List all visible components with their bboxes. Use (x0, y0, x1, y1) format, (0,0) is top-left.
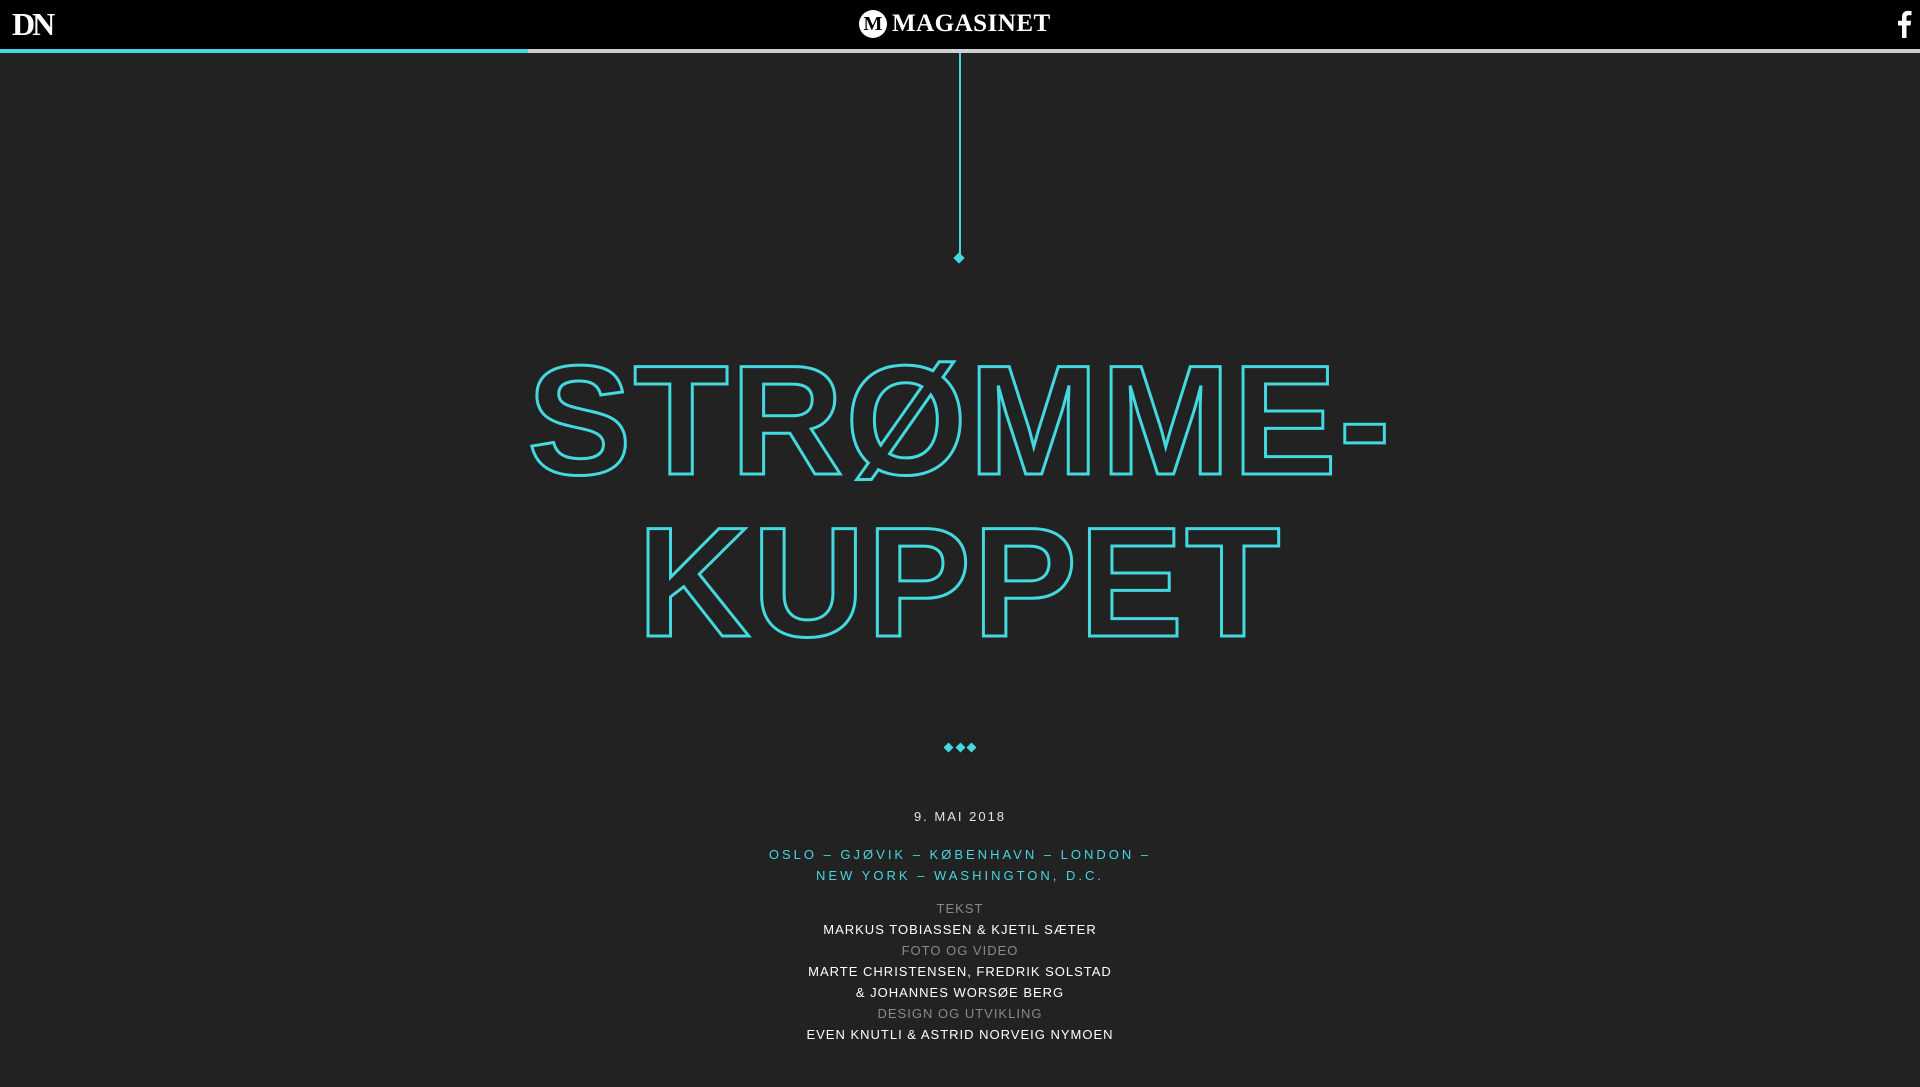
diamond-icon (967, 742, 977, 752)
credit-role-photo: FOTO OG VIDEO (901, 943, 1019, 958)
credit-name-photo-1: MARTE CHRISTENSEN, FREDRIK SOLSTAD (808, 964, 1112, 979)
magasinet-badge-icon: M (859, 10, 887, 38)
credit-name-design: EVEN KNUTLI & ASTRID NORVEIG NYMOEN (806, 1027, 1114, 1042)
magasinet-logo[interactable] (859, 8, 1051, 40)
dn-logo[interactable]: DN (12, 6, 53, 42)
credits (0, 898, 1920, 1045)
diamond-divider (945, 741, 975, 753)
facebook-icon[interactable] (1896, 10, 1912, 38)
reading-progress-fill (0, 49, 528, 53)
magasinet-wordmark: MAGASINET (892, 10, 1051, 37)
credit-name-text: MARKUS TOBIASSEN & KJETIL SÆTER (823, 922, 1097, 937)
title-line-1: STRØMME- (527, 334, 1393, 508)
hanging-line (959, 53, 961, 255)
top-bar (0, 0, 1920, 49)
locations (0, 844, 1920, 886)
credit-name-photo-2: & JOHANNES WORSØE BERG (855, 985, 1065, 1000)
publish-date: 9. MAI 2018 (913, 809, 1007, 824)
diamond-icon (944, 742, 954, 752)
credit-role-design: DESIGN OG UTVIKLING (877, 1006, 1043, 1021)
diamond-icon (955, 742, 965, 752)
article-title (0, 334, 1920, 670)
title-line-2: KUPPET (637, 496, 1283, 670)
locations-line-2: NEW YORK – WASHINGTON, D.C. (815, 868, 1105, 883)
diamond-icon (953, 252, 964, 263)
locations-line-1: OSLO – GJØVIK – KØBENHAVN – LONDON – (768, 847, 1152, 862)
credit-role-text: TEKST (936, 901, 984, 916)
article-meta (0, 808, 1920, 1045)
